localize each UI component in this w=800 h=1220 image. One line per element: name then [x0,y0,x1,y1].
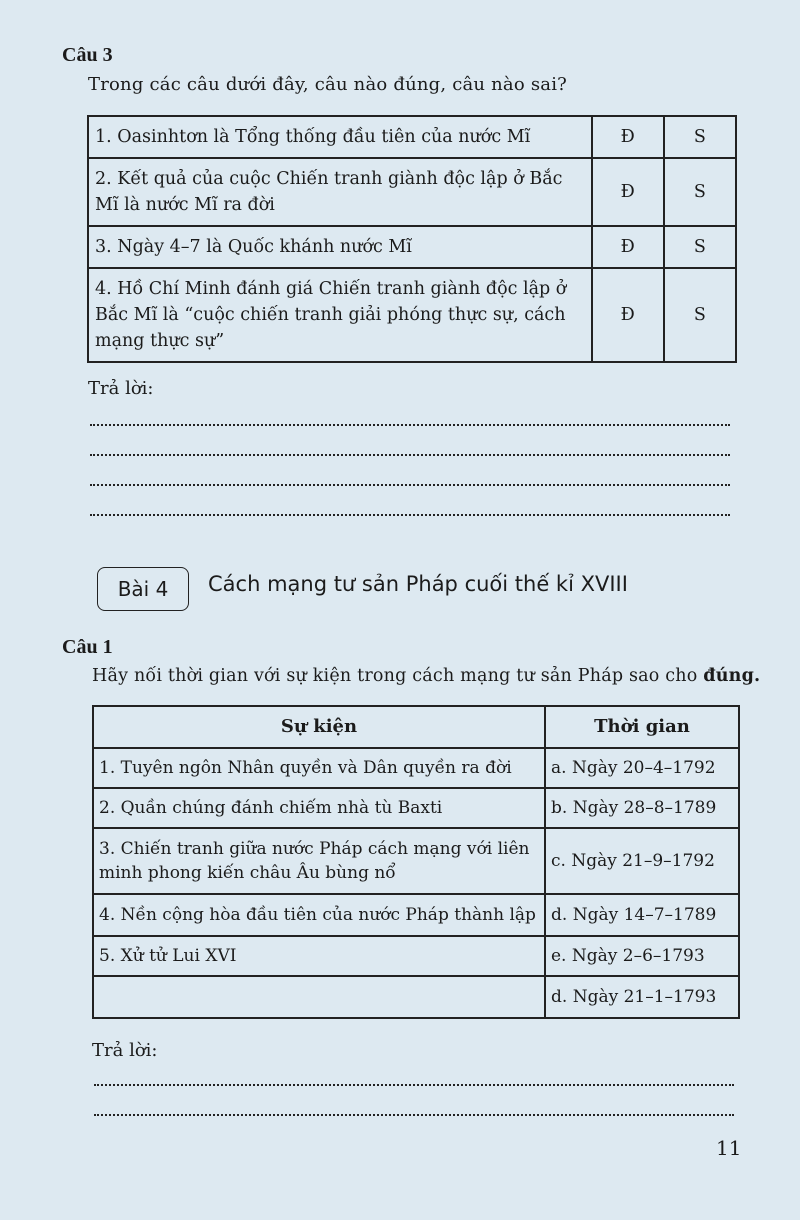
event-cell: 2. Quần chúng đánh chiếm nhà tù Baxti [93,788,545,828]
true-option[interactable]: Đ [592,268,664,362]
answer-line[interactable] [94,1084,734,1086]
table-row [88,268,736,362]
statement-cell: 4. Hồ Chí Minh đánh giá Chiến tranh giành độc lập ở Bắc Mĩ là “cuộc chiến tranh giải phóng thực sự, cách mạng thực sự” [88,268,592,362]
event-cell: 4. Nền cộng hòa đầu tiên của nước Pháp thành lập [93,894,545,936]
table-row [93,748,739,788]
time-cell: b. Ngày 28–8–1789 [545,788,739,828]
event-cell: 3. Chiến tranh giữa nước Pháp cách mạng với liên minh phong kiến châu Âu bùng nổ [93,828,545,894]
false-option[interactable]: S [664,268,736,362]
false-option[interactable]: S [664,116,736,158]
answer-label: Trả lời: [88,378,154,399]
page-number: 11 [716,1136,742,1160]
question-3-prompt: Trong các câu dưới đây, câu nào đúng, câu nào sai? [88,74,568,95]
answer-line[interactable] [90,454,730,456]
column-header-time: Thời gian [545,706,739,748]
event-cell: 5. Xử tử Lui XVI [93,936,545,976]
question-1-heading: Câu 1 [62,636,113,658]
prompt-emphasis: đúng. [703,666,761,686]
lesson-title: Cách mạng tư sản Pháp cuối thế kỉ XVIII [208,572,628,596]
true-option[interactable]: Đ [592,158,664,226]
table-row [93,976,739,1018]
time-cell: c. Ngày 21–9–1792 [545,828,739,894]
lesson-number-box [97,567,189,611]
statement-cell: 1. Oasinhtơn là Tổng thống đầu tiên của nước Mĩ [88,116,592,158]
statement-cell: 3. Ngày 4–7 là Quốc khánh nước Mĩ [88,226,592,268]
time-cell: d. Ngày 14–7–1789 [545,894,739,936]
event-cell: 1. Tuyên ngôn Nhân quyền và Dân quyền ra đời [93,748,545,788]
statement-cell: 2. Kết quả của cuộc Chiến tranh giành độc lập ở Bắc Mĩ là nước Mĩ ra đời [88,158,592,226]
matching-table [92,705,740,1019]
true-option[interactable]: Đ [592,116,664,158]
table-row [88,116,736,158]
question-3-heading: Câu 3 [62,44,113,66]
true-option[interactable]: Đ [592,226,664,268]
answer-label: Trả lời: [92,1040,158,1061]
table-row [93,828,739,894]
table-row [88,158,736,226]
question-1-prompt [92,666,760,686]
time-cell: e. Ngày 2–6–1793 [545,936,739,976]
answer-line[interactable] [94,1114,734,1116]
true-false-table [87,115,737,363]
table-row [93,894,739,936]
table-header-row [93,706,739,748]
answer-line[interactable] [90,424,730,426]
table-row [93,936,739,976]
answer-line[interactable] [90,514,730,516]
false-option[interactable]: S [664,158,736,226]
table-row [93,788,739,828]
answer-line[interactable] [90,484,730,486]
event-cell [93,976,545,1018]
prompt-text: Hãy nối thời gian với sự kiện trong cách mạng tư sản Pháp sao cho [92,666,704,686]
column-header-event: Sự kiện [93,706,545,748]
table-row [88,226,736,268]
false-option[interactable]: S [664,226,736,268]
time-cell: d. Ngày 21–1–1793 [545,976,739,1018]
lesson-number: Bài 4 [117,577,169,601]
time-cell: a. Ngày 20–4–1792 [545,748,739,788]
